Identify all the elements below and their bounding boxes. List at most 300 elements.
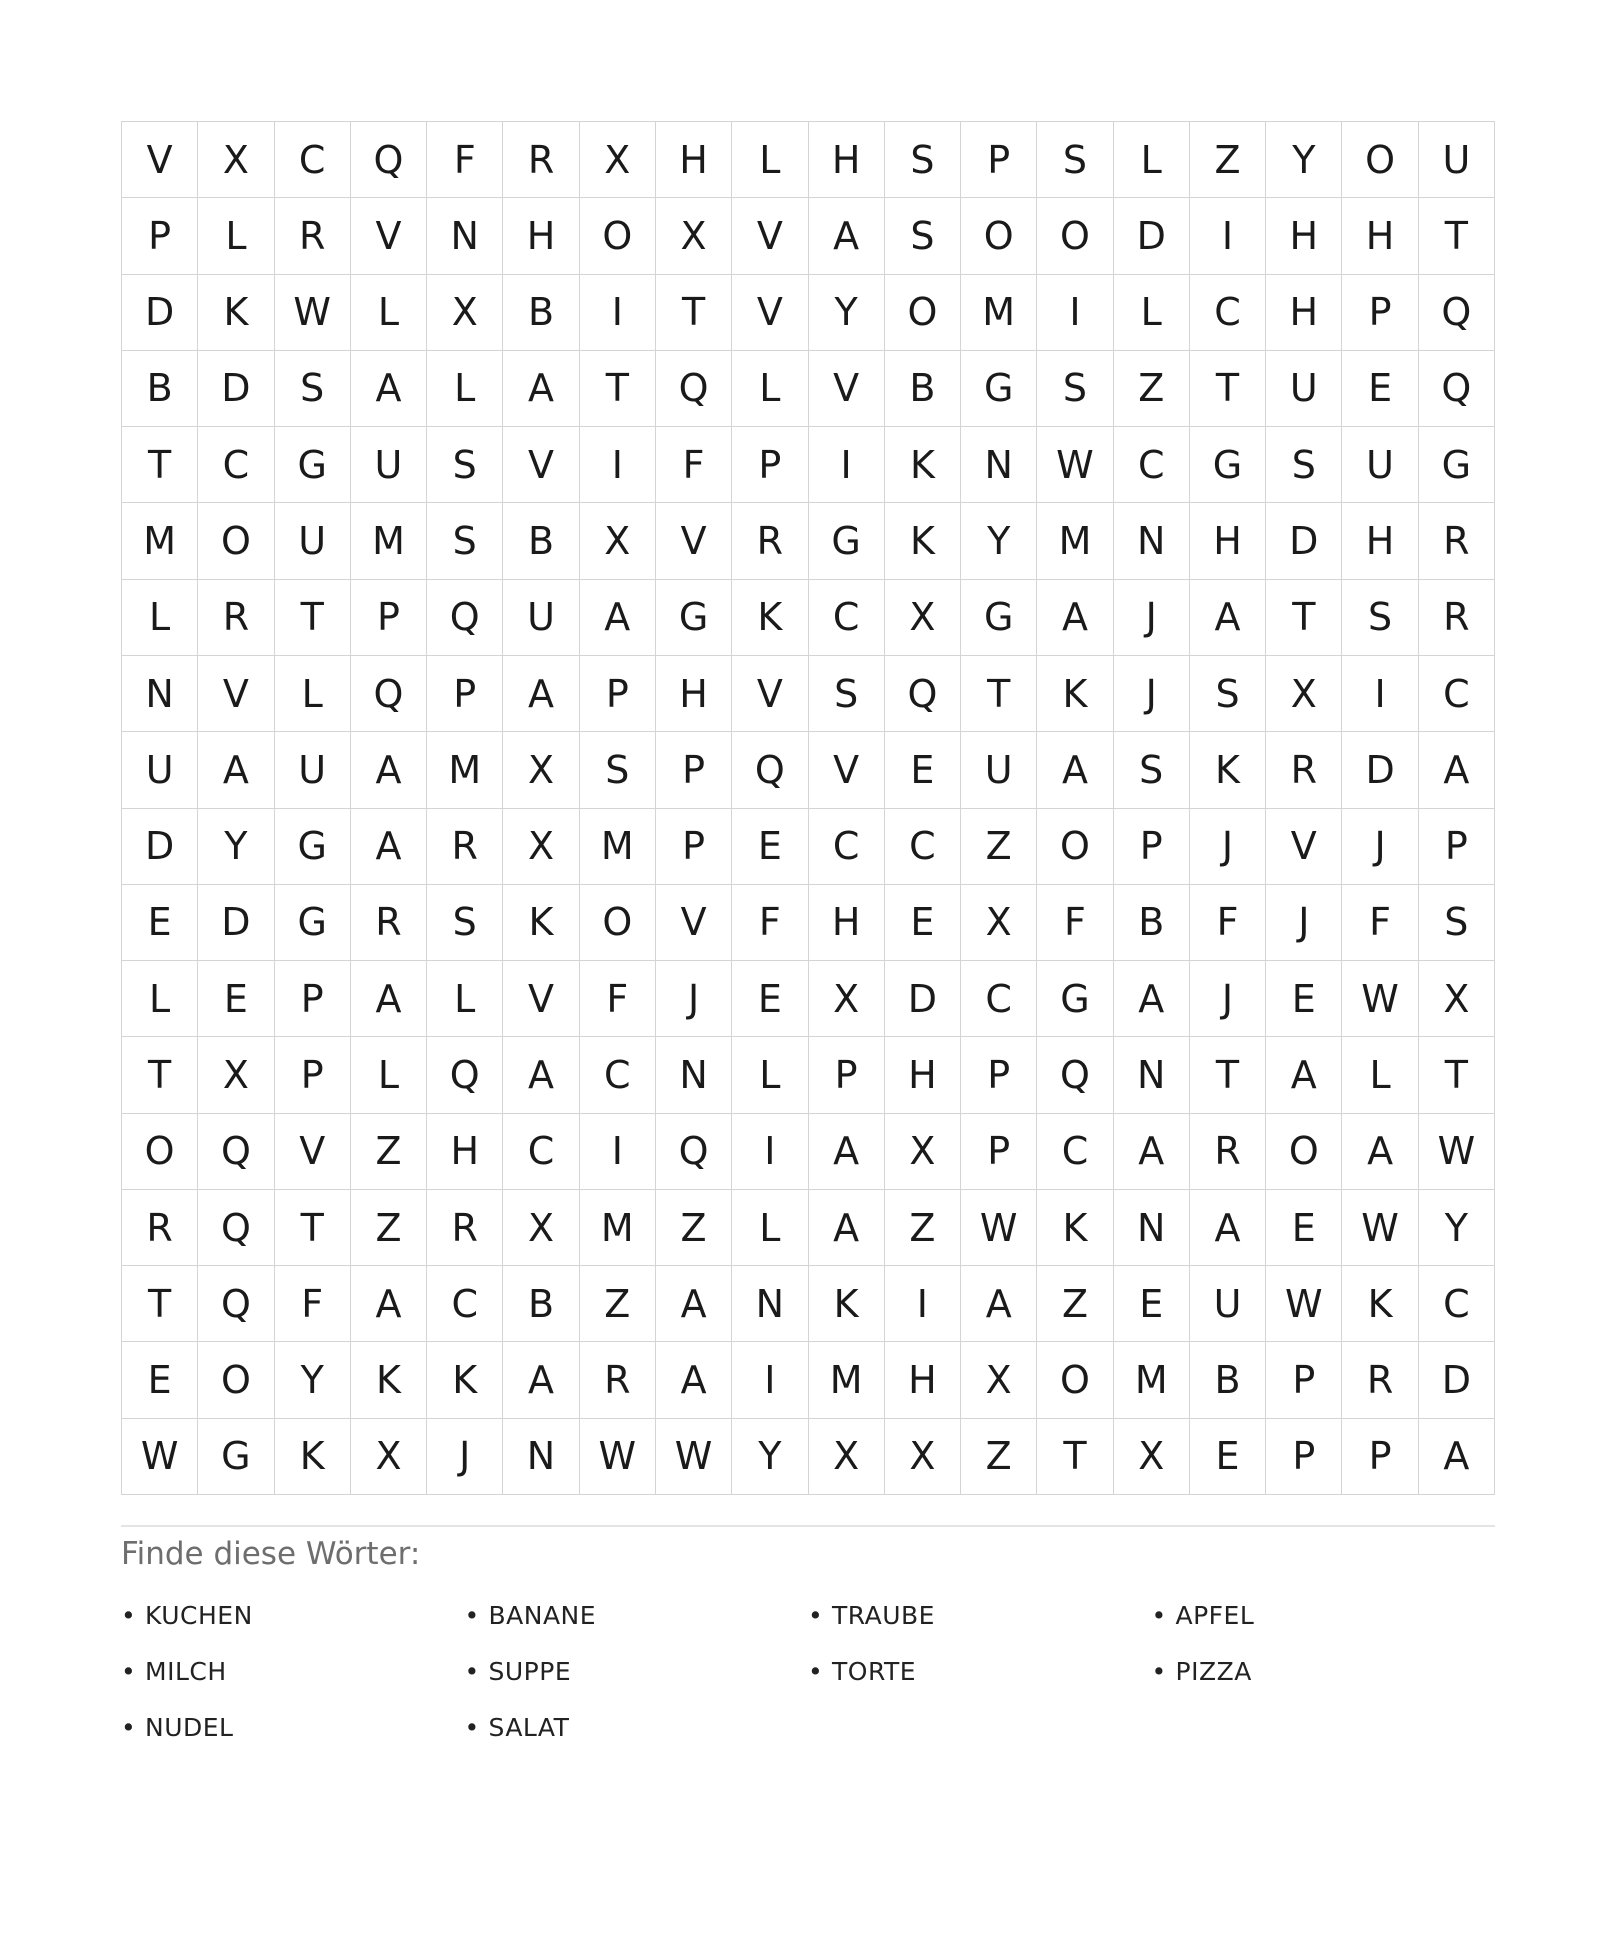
grid-cell[interactable]: R: [122, 1190, 198, 1266]
grid-cell[interactable]: P: [732, 427, 808, 503]
grid-cell[interactable]: J: [1342, 809, 1418, 885]
grid-cell[interactable]: T: [961, 656, 1037, 732]
grid-cell[interactable]: K: [275, 1419, 351, 1495]
grid-cell[interactable]: A: [656, 1266, 732, 1342]
grid-cell[interactable]: U: [275, 503, 351, 579]
grid-cell[interactable]: O: [1342, 122, 1418, 198]
grid-cell[interactable]: V: [503, 427, 579, 503]
grid-cell[interactable]: B: [503, 1266, 579, 1342]
grid-cell[interactable]: V: [732, 275, 808, 351]
grid-cell[interactable]: X: [809, 1419, 885, 1495]
grid-cell[interactable]: O: [1037, 198, 1113, 274]
grid-cell[interactable]: Z: [580, 1266, 656, 1342]
grid-cell[interactable]: W: [1266, 1266, 1342, 1342]
grid-cell[interactable]: R: [198, 580, 274, 656]
grid-cell[interactable]: C: [809, 809, 885, 885]
grid-cell[interactable]: H: [885, 1342, 961, 1418]
grid-cell[interactable]: U: [961, 732, 1037, 808]
grid-cell[interactable]: R: [1419, 503, 1495, 579]
grid-cell[interactable]: A: [503, 656, 579, 732]
grid-cell[interactable]: R: [275, 198, 351, 274]
grid-cell[interactable]: E: [1190, 1419, 1266, 1495]
grid-cell[interactable]: S: [427, 427, 503, 503]
grid-cell[interactable]: L: [732, 351, 808, 427]
grid-cell[interactable]: Q: [656, 1114, 732, 1190]
grid-cell[interactable]: K: [885, 503, 961, 579]
grid-cell[interactable]: X: [503, 732, 579, 808]
grid-cell[interactable]: F: [580, 961, 656, 1037]
grid-cell[interactable]: T: [656, 275, 732, 351]
grid-cell[interactable]: S: [580, 732, 656, 808]
grid-cell[interactable]: G: [1190, 427, 1266, 503]
grid-cell[interactable]: P: [275, 961, 351, 1037]
grid-cell[interactable]: V: [656, 885, 732, 961]
grid-cell[interactable]: E: [732, 961, 808, 1037]
grid-cell[interactable]: R: [503, 122, 579, 198]
grid-cell[interactable]: S: [1037, 351, 1113, 427]
grid-cell[interactable]: D: [198, 885, 274, 961]
grid-cell[interactable]: J: [656, 961, 732, 1037]
grid-cell[interactable]: B: [503, 275, 579, 351]
grid-cell[interactable]: V: [732, 656, 808, 732]
grid-cell[interactable]: X: [427, 275, 503, 351]
grid-cell[interactable]: B: [885, 351, 961, 427]
grid-cell[interactable]: R: [580, 1342, 656, 1418]
grid-cell[interactable]: L: [427, 961, 503, 1037]
grid-cell[interactable]: Y: [198, 809, 274, 885]
grid-cell[interactable]: X: [198, 122, 274, 198]
grid-cell[interactable]: P: [809, 1037, 885, 1113]
grid-cell[interactable]: O: [122, 1114, 198, 1190]
grid-cell[interactable]: O: [961, 198, 1037, 274]
grid-cell[interactable]: M: [351, 503, 427, 579]
grid-cell[interactable]: M: [427, 732, 503, 808]
grid-cell[interactable]: H: [1342, 503, 1418, 579]
grid-cell[interactable]: A: [580, 580, 656, 656]
grid-cell[interactable]: Y: [809, 275, 885, 351]
grid-cell[interactable]: V: [503, 961, 579, 1037]
grid-cell[interactable]: K: [732, 580, 808, 656]
grid-cell[interactable]: Z: [351, 1190, 427, 1266]
grid-cell[interactable]: P: [656, 809, 732, 885]
grid-cell[interactable]: X: [1114, 1419, 1190, 1495]
grid-cell[interactable]: I: [732, 1342, 808, 1418]
grid-cell[interactable]: T: [275, 1190, 351, 1266]
grid-cell[interactable]: Q: [885, 656, 961, 732]
grid-cell[interactable]: T: [122, 1266, 198, 1342]
grid-cell[interactable]: P: [1419, 809, 1495, 885]
grid-cell[interactable]: N: [122, 656, 198, 732]
grid-cell[interactable]: U: [351, 427, 427, 503]
grid-cell[interactable]: K: [1342, 1266, 1418, 1342]
grid-cell[interactable]: F: [1190, 885, 1266, 961]
grid-cell[interactable]: A: [1114, 961, 1190, 1037]
grid-cell[interactable]: C: [1037, 1114, 1113, 1190]
grid-cell[interactable]: Y: [275, 1342, 351, 1418]
grid-cell[interactable]: A: [351, 732, 427, 808]
grid-cell[interactable]: K: [198, 275, 274, 351]
grid-cell[interactable]: V: [351, 198, 427, 274]
grid-cell[interactable]: S: [275, 351, 351, 427]
grid-cell[interactable]: P: [427, 656, 503, 732]
grid-cell[interactable]: S: [885, 198, 961, 274]
grid-cell[interactable]: E: [122, 1342, 198, 1418]
grid-cell[interactable]: N: [732, 1266, 808, 1342]
grid-cell[interactable]: C: [885, 809, 961, 885]
grid-cell[interactable]: T: [122, 1037, 198, 1113]
grid-cell[interactable]: K: [1037, 1190, 1113, 1266]
grid-cell[interactable]: T: [1190, 351, 1266, 427]
grid-cell[interactable]: A: [351, 961, 427, 1037]
grid-cell[interactable]: L: [1342, 1037, 1418, 1113]
grid-cell[interactable]: J: [1266, 885, 1342, 961]
grid-cell[interactable]: G: [198, 1419, 274, 1495]
grid-cell[interactable]: Q: [427, 580, 503, 656]
grid-cell[interactable]: L: [122, 961, 198, 1037]
grid-cell[interactable]: F: [732, 885, 808, 961]
grid-cell[interactable]: C: [1419, 656, 1495, 732]
grid-cell[interactable]: D: [885, 961, 961, 1037]
grid-cell[interactable]: G: [656, 580, 732, 656]
grid-cell[interactable]: E: [1114, 1266, 1190, 1342]
grid-cell[interactable]: C: [1190, 275, 1266, 351]
grid-cell[interactable]: P: [1342, 275, 1418, 351]
grid-cell[interactable]: W: [1342, 961, 1418, 1037]
grid-cell[interactable]: S: [1266, 427, 1342, 503]
grid-cell[interactable]: T: [1419, 1037, 1495, 1113]
grid-cell[interactable]: X: [656, 198, 732, 274]
grid-cell[interactable]: P: [122, 198, 198, 274]
grid-cell[interactable]: U: [1266, 351, 1342, 427]
grid-cell[interactable]: G: [1037, 961, 1113, 1037]
grid-cell[interactable]: L: [1114, 122, 1190, 198]
grid-cell[interactable]: X: [503, 809, 579, 885]
grid-cell[interactable]: I: [580, 427, 656, 503]
grid-cell[interactable]: Q: [198, 1190, 274, 1266]
grid-cell[interactable]: K: [351, 1342, 427, 1418]
grid-cell[interactable]: X: [580, 122, 656, 198]
grid-cell[interactable]: C: [580, 1037, 656, 1113]
grid-cell[interactable]: K: [1190, 732, 1266, 808]
grid-cell[interactable]: L: [351, 275, 427, 351]
grid-cell[interactable]: S: [1419, 885, 1495, 961]
grid-cell[interactable]: H: [1190, 503, 1266, 579]
grid-cell[interactable]: E: [122, 885, 198, 961]
grid-cell[interactable]: V: [275, 1114, 351, 1190]
grid-cell[interactable]: I: [732, 1114, 808, 1190]
grid-cell[interactable]: L: [732, 1190, 808, 1266]
grid-cell[interactable]: C: [427, 1266, 503, 1342]
grid-cell[interactable]: Z: [1114, 351, 1190, 427]
grid-cell[interactable]: A: [351, 809, 427, 885]
grid-cell[interactable]: S: [809, 656, 885, 732]
grid-cell[interactable]: D: [122, 275, 198, 351]
grid-cell[interactable]: R: [1342, 1342, 1418, 1418]
grid-cell[interactable]: V: [656, 503, 732, 579]
grid-cell[interactable]: K: [1037, 656, 1113, 732]
grid-cell[interactable]: X: [961, 885, 1037, 961]
grid-cell[interactable]: A: [1114, 1114, 1190, 1190]
grid-cell[interactable]: U: [1419, 122, 1495, 198]
grid-cell[interactable]: A: [1037, 580, 1113, 656]
grid-cell[interactable]: R: [351, 885, 427, 961]
grid-cell[interactable]: C: [503, 1114, 579, 1190]
grid-cell[interactable]: T: [1419, 198, 1495, 274]
grid-cell[interactable]: Q: [198, 1266, 274, 1342]
grid-cell[interactable]: N: [1114, 503, 1190, 579]
grid-cell[interactable]: X: [1419, 961, 1495, 1037]
grid-cell[interactable]: Q: [427, 1037, 503, 1113]
grid-cell[interactable]: Y: [1266, 122, 1342, 198]
grid-cell[interactable]: X: [1266, 656, 1342, 732]
grid-cell[interactable]: J: [427, 1419, 503, 1495]
grid-cell[interactable]: T: [1037, 1419, 1113, 1495]
grid-cell[interactable]: O: [885, 275, 961, 351]
grid-cell[interactable]: W: [580, 1419, 656, 1495]
grid-cell[interactable]: T: [122, 427, 198, 503]
grid-cell[interactable]: A: [1419, 1419, 1495, 1495]
grid-cell[interactable]: N: [427, 198, 503, 274]
grid-cell[interactable]: F: [427, 122, 503, 198]
grid-cell[interactable]: K: [885, 427, 961, 503]
grid-cell[interactable]: U: [275, 732, 351, 808]
grid-cell[interactable]: H: [503, 198, 579, 274]
grid-cell[interactable]: A: [809, 1190, 885, 1266]
grid-cell[interactable]: S: [1114, 732, 1190, 808]
grid-cell[interactable]: Q: [351, 656, 427, 732]
grid-cell[interactable]: M: [122, 503, 198, 579]
grid-cell[interactable]: F: [656, 427, 732, 503]
grid-cell[interactable]: I: [580, 1114, 656, 1190]
grid-cell[interactable]: F: [1342, 885, 1418, 961]
grid-cell[interactable]: X: [885, 1114, 961, 1190]
grid-cell[interactable]: C: [1419, 1266, 1495, 1342]
grid-cell[interactable]: L: [427, 351, 503, 427]
grid-cell[interactable]: T: [1266, 580, 1342, 656]
grid-cell[interactable]: Q: [198, 1114, 274, 1190]
grid-cell[interactable]: E: [1266, 1190, 1342, 1266]
grid-cell[interactable]: D: [198, 351, 274, 427]
grid-cell[interactable]: N: [656, 1037, 732, 1113]
grid-cell[interactable]: H: [809, 885, 885, 961]
grid-cell[interactable]: E: [198, 961, 274, 1037]
grid-cell[interactable]: Z: [885, 1190, 961, 1266]
grid-cell[interactable]: M: [961, 275, 1037, 351]
grid-cell[interactable]: Z: [961, 1419, 1037, 1495]
grid-cell[interactable]: H: [1266, 275, 1342, 351]
grid-cell[interactable]: V: [1266, 809, 1342, 885]
grid-cell[interactable]: A: [1190, 1190, 1266, 1266]
grid-cell[interactable]: E: [732, 809, 808, 885]
grid-cell[interactable]: F: [1037, 885, 1113, 961]
grid-cell[interactable]: A: [809, 1114, 885, 1190]
grid-cell[interactable]: P: [1266, 1419, 1342, 1495]
grid-cell[interactable]: S: [1037, 122, 1113, 198]
grid-cell[interactable]: G: [275, 885, 351, 961]
grid-cell[interactable]: K: [809, 1266, 885, 1342]
grid-cell[interactable]: R: [427, 1190, 503, 1266]
grid-cell[interactable]: C: [275, 122, 351, 198]
grid-cell[interactable]: Z: [351, 1114, 427, 1190]
grid-cell[interactable]: H: [1342, 198, 1418, 274]
grid-cell[interactable]: A: [1342, 1114, 1418, 1190]
grid-cell[interactable]: P: [961, 1037, 1037, 1113]
grid-cell[interactable]: W: [961, 1190, 1037, 1266]
grid-cell[interactable]: M: [580, 809, 656, 885]
grid-cell[interactable]: R: [732, 503, 808, 579]
grid-cell[interactable]: O: [580, 198, 656, 274]
grid-cell[interactable]: X: [580, 503, 656, 579]
grid-cell[interactable]: H: [1266, 198, 1342, 274]
grid-cell[interactable]: Z: [656, 1190, 732, 1266]
grid-cell[interactable]: V: [198, 656, 274, 732]
grid-cell[interactable]: X: [198, 1037, 274, 1113]
grid-cell[interactable]: A: [1190, 580, 1266, 656]
grid-cell[interactable]: J: [1190, 961, 1266, 1037]
grid-cell[interactable]: W: [1342, 1190, 1418, 1266]
grid-cell[interactable]: D: [1419, 1342, 1495, 1418]
grid-cell[interactable]: J: [1190, 809, 1266, 885]
grid-cell[interactable]: L: [732, 1037, 808, 1113]
grid-cell[interactable]: P: [656, 732, 732, 808]
grid-cell[interactable]: A: [1419, 732, 1495, 808]
grid-cell[interactable]: A: [1037, 732, 1113, 808]
grid-cell[interactable]: R: [1419, 580, 1495, 656]
grid-cell[interactable]: G: [961, 351, 1037, 427]
grid-cell[interactable]: J: [1114, 580, 1190, 656]
grid-cell[interactable]: P: [580, 656, 656, 732]
grid-cell[interactable]: V: [732, 198, 808, 274]
grid-cell[interactable]: X: [809, 961, 885, 1037]
grid-cell[interactable]: Z: [1190, 122, 1266, 198]
grid-cell[interactable]: B: [1190, 1342, 1266, 1418]
grid-cell[interactable]: R: [427, 809, 503, 885]
grid-cell[interactable]: B: [1114, 885, 1190, 961]
grid-cell[interactable]: V: [122, 122, 198, 198]
grid-cell[interactable]: D: [1266, 503, 1342, 579]
grid-cell[interactable]: D: [1342, 732, 1418, 808]
grid-cell[interactable]: A: [961, 1266, 1037, 1342]
grid-cell[interactable]: Q: [351, 122, 427, 198]
grid-cell[interactable]: U: [503, 580, 579, 656]
grid-cell[interactable]: P: [961, 122, 1037, 198]
grid-cell[interactable]: O: [198, 1342, 274, 1418]
grid-cell[interactable]: T: [275, 580, 351, 656]
grid-cell[interactable]: J: [1114, 656, 1190, 732]
grid-cell[interactable]: G: [275, 427, 351, 503]
grid-cell[interactable]: Y: [1419, 1190, 1495, 1266]
grid-cell[interactable]: B: [503, 503, 579, 579]
grid-cell[interactable]: K: [503, 885, 579, 961]
grid-cell[interactable]: A: [503, 351, 579, 427]
grid-cell[interactable]: F: [275, 1266, 351, 1342]
grid-cell[interactable]: W: [275, 275, 351, 351]
grid-cell[interactable]: A: [809, 198, 885, 274]
grid-cell[interactable]: W: [1419, 1114, 1495, 1190]
grid-cell[interactable]: T: [1190, 1037, 1266, 1113]
grid-cell[interactable]: X: [885, 580, 961, 656]
grid-cell[interactable]: S: [427, 503, 503, 579]
grid-cell[interactable]: I: [1037, 275, 1113, 351]
grid-cell[interactable]: C: [961, 961, 1037, 1037]
grid-cell[interactable]: L: [122, 580, 198, 656]
grid-cell[interactable]: O: [1266, 1114, 1342, 1190]
grid-cell[interactable]: O: [1037, 809, 1113, 885]
grid-cell[interactable]: S: [1190, 656, 1266, 732]
grid-cell[interactable]: I: [809, 427, 885, 503]
grid-cell[interactable]: I: [885, 1266, 961, 1342]
grid-cell[interactable]: W: [1037, 427, 1113, 503]
grid-cell[interactable]: O: [1037, 1342, 1113, 1418]
grid-cell[interactable]: X: [885, 1419, 961, 1495]
grid-cell[interactable]: H: [885, 1037, 961, 1113]
grid-cell[interactable]: K: [427, 1342, 503, 1418]
grid-cell[interactable]: H: [656, 122, 732, 198]
grid-cell[interactable]: G: [275, 809, 351, 885]
grid-cell[interactable]: L: [1114, 275, 1190, 351]
grid-cell[interactable]: L: [198, 198, 274, 274]
grid-cell[interactable]: B: [122, 351, 198, 427]
grid-cell[interactable]: G: [1419, 427, 1495, 503]
grid-cell[interactable]: V: [809, 732, 885, 808]
grid-cell[interactable]: C: [1114, 427, 1190, 503]
grid-cell[interactable]: N: [1114, 1190, 1190, 1266]
grid-cell[interactable]: Q: [656, 351, 732, 427]
grid-cell[interactable]: L: [275, 656, 351, 732]
grid-cell[interactable]: L: [732, 122, 808, 198]
grid-cell[interactable]: Q: [1037, 1037, 1113, 1113]
grid-cell[interactable]: W: [122, 1419, 198, 1495]
grid-cell[interactable]: S: [1342, 580, 1418, 656]
grid-cell[interactable]: L: [351, 1037, 427, 1113]
grid-cell[interactable]: U: [122, 732, 198, 808]
grid-cell[interactable]: X: [503, 1190, 579, 1266]
grid-cell[interactable]: H: [656, 656, 732, 732]
grid-cell[interactable]: A: [503, 1037, 579, 1113]
grid-cell[interactable]: U: [1342, 427, 1418, 503]
grid-cell[interactable]: P: [961, 1114, 1037, 1190]
grid-cell[interactable]: N: [1114, 1037, 1190, 1113]
grid-cell[interactable]: Z: [961, 809, 1037, 885]
grid-cell[interactable]: A: [656, 1342, 732, 1418]
grid-cell[interactable]: C: [809, 580, 885, 656]
grid-cell[interactable]: A: [351, 351, 427, 427]
grid-cell[interactable]: R: [1190, 1114, 1266, 1190]
grid-cell[interactable]: S: [427, 885, 503, 961]
grid-cell[interactable]: G: [809, 503, 885, 579]
grid-cell[interactable]: Y: [732, 1419, 808, 1495]
grid-cell[interactable]: P: [1342, 1419, 1418, 1495]
grid-cell[interactable]: T: [580, 351, 656, 427]
grid-cell[interactable]: P: [1114, 809, 1190, 885]
grid-cell[interactable]: N: [503, 1419, 579, 1495]
grid-cell[interactable]: V: [809, 351, 885, 427]
grid-cell[interactable]: A: [351, 1266, 427, 1342]
grid-cell[interactable]: D: [1114, 198, 1190, 274]
grid-cell[interactable]: Y: [961, 503, 1037, 579]
grid-cell[interactable]: D: [122, 809, 198, 885]
grid-cell[interactable]: O: [198, 503, 274, 579]
grid-cell[interactable]: M: [580, 1190, 656, 1266]
grid-cell[interactable]: X: [961, 1342, 1037, 1418]
grid-cell[interactable]: Z: [1037, 1266, 1113, 1342]
grid-cell[interactable]: E: [885, 732, 961, 808]
grid-cell[interactable]: Q: [1419, 275, 1495, 351]
grid-cell[interactable]: N: [961, 427, 1037, 503]
grid-cell[interactable]: A: [1266, 1037, 1342, 1113]
grid-cell[interactable]: W: [656, 1419, 732, 1495]
grid-cell[interactable]: C: [198, 427, 274, 503]
